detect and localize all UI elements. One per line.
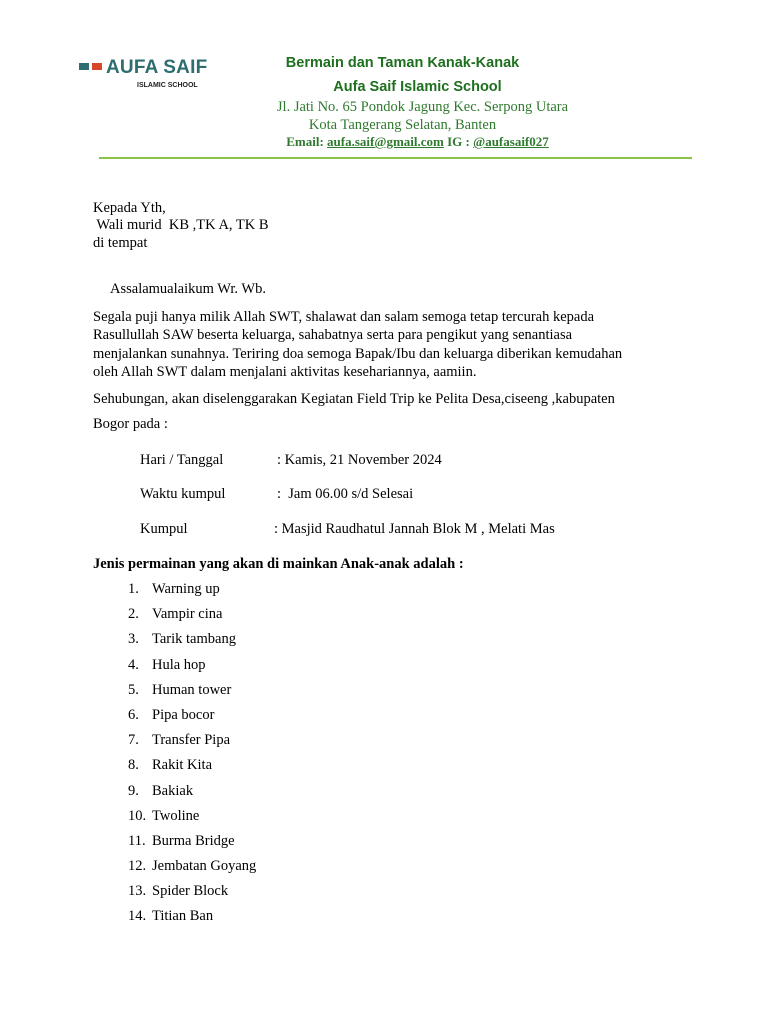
letterhead-title: Bermain dan Taman Kanak-Kanak <box>285 55 520 71</box>
paragraph-1-line-2: Rasullullah SAW beserta keluarga, sahabatnya serta para pengikut yang senantiasa <box>93 327 573 343</box>
list-item: 11. Burma Bridge <box>128 832 235 849</box>
list-item: 1. Warning up <box>128 581 220 597</box>
list-item: 12. Jembatan Goyang <box>128 858 257 875</box>
paragraph-1-line-1: Segala puji hanya milik Allah SWT, shalawat dan salam semoga tetap tercurah kepada <box>93 309 595 325</box>
list-item: 9. Bakiak <box>128 782 194 799</box>
letterhead-school-name: Aufa Saif Islamic School <box>333 79 502 95</box>
list-item: 8. Rakit Kita <box>128 757 213 774</box>
list-item: 2. Vampir cina <box>128 606 223 623</box>
letterhead-address-1: Jl. Jati No. 65 Pondok Jagung Kec. Serpong Utara <box>276 99 569 115</box>
list-item: 4. Hula hop <box>128 656 206 673</box>
detail-label-time: Waktu kumpul <box>140 486 226 502</box>
paragraph-1-line-4: oleh Allah SWT dalam menjalani aktivitas kesehariannya, aamiin. <box>93 364 477 380</box>
recipient-line-1: Kepada Yth, <box>93 200 166 216</box>
list-item: 3. Tarik tambang <box>128 631 236 648</box>
recipient-line-3: di tempat <box>93 235 148 251</box>
detail-value-place: : Masjid Raudhatul Jannah Blok M , Melati Mas <box>274 521 555 537</box>
recipient-line-2: Wali murid KB ,TK A, TK B <box>93 217 269 233</box>
list-item: 6. Pipa bocor <box>128 706 215 723</box>
paragraph-1-line-3: menjalankan sunahnya. Teriring doa semoga Bapak/Ibu dan keluarga diberikan kemudahan <box>93 346 623 362</box>
logo-subtitle: ISLAMIC SCHOOL <box>137 82 198 89</box>
detail-label-date: Hari / Tanggal <box>140 452 224 468</box>
letterhead-contact <box>180 134 655 150</box>
list-item: 7. Transfer Pipa <box>128 732 231 749</box>
letterhead-divider <box>99 157 692 159</box>
list-item: 13. Spider Block <box>128 883 229 900</box>
ig-link[interactable]: @aufasaif027 <box>473 134 549 149</box>
detail-value-date: : Kamis, 21 November 2024 <box>277 452 442 468</box>
email-label: Email: <box>286 134 324 149</box>
logo-square-red <box>92 63 102 70</box>
detail-label-place: Kumpul <box>140 521 188 537</box>
games-list <box>128 580 256 933</box>
email-link[interactable]: aufa.saif@gmail.com <box>327 134 444 149</box>
letterhead-address-2: Kota Tangerang Selatan, Banten <box>308 117 497 133</box>
paragraph-2-line-2: Bogor pada : <box>93 416 168 432</box>
list-item: 10. Twoline <box>128 807 200 824</box>
greeting: Assalamualaikum Wr. Wb. <box>110 281 266 297</box>
list-item: 14. Titian Ban <box>128 908 214 925</box>
list-item: 5. Human tower <box>128 681 232 698</box>
detail-value-time: : Jam 06.00 s/d Selesai <box>277 486 414 502</box>
games-heading: Jenis permainan yang akan di mainkan Anak-anak adalah : <box>93 556 464 572</box>
ig-label: IG : <box>447 134 470 149</box>
paragraph-2-line-1: Sehubungan, akan diselenggarakan Kegiatan Field Trip ke Pelita Desa,ciseeng ,kabupaten <box>93 391 615 407</box>
logo-name: AUFA SAIF <box>106 57 208 78</box>
logo-square-teal <box>79 63 89 70</box>
